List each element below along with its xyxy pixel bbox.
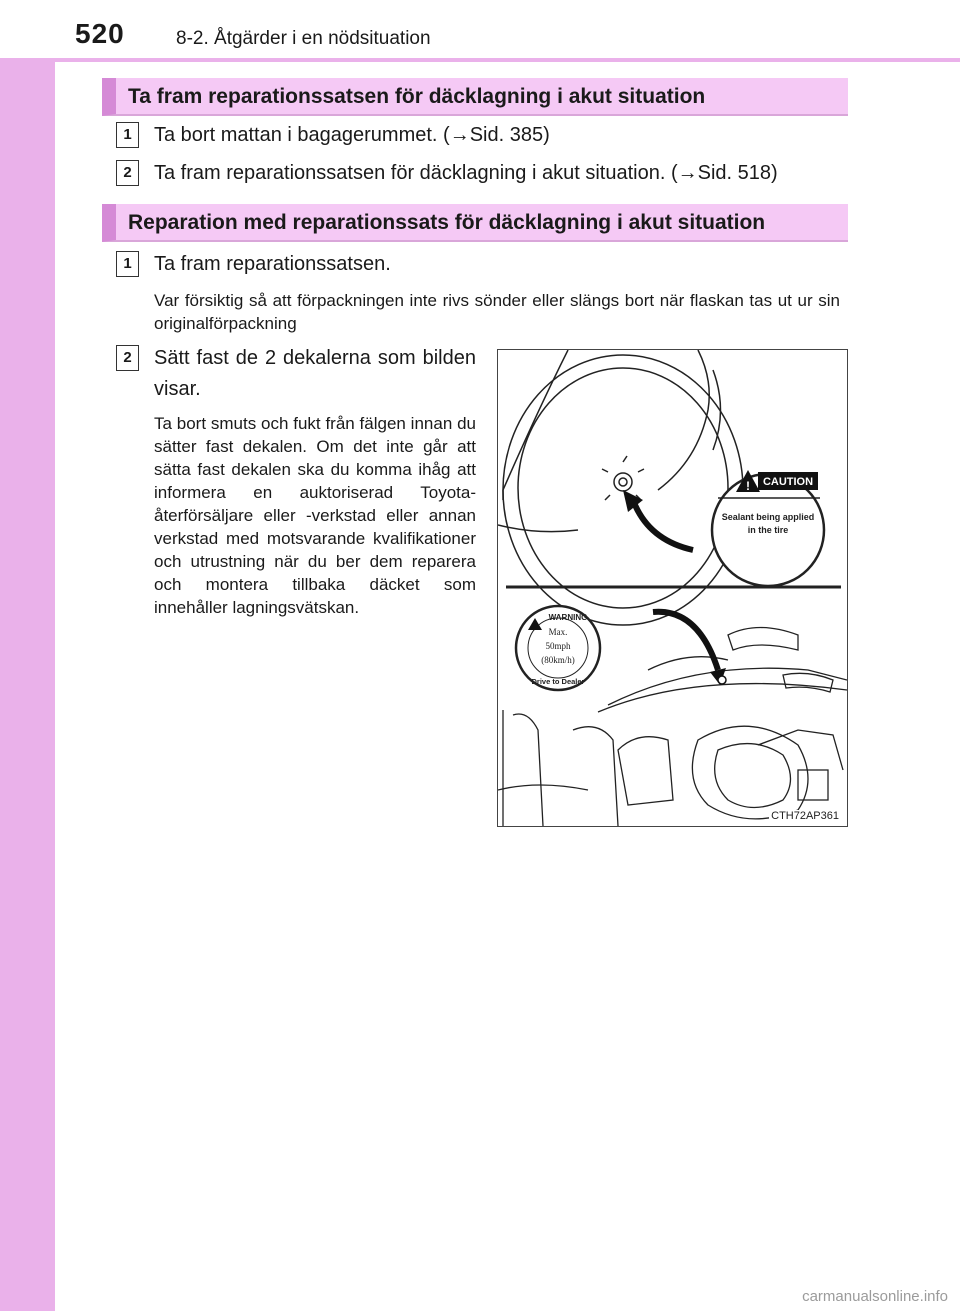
page-number: 520 [75, 18, 125, 49]
step-number: 2 [116, 345, 139, 371]
step-note: Var försiktig så att förpackningen inte rivs sönder eller slängs bort när flaskan tas ut ur sin originalförpackning [154, 291, 840, 333]
svg-text:!: ! [746, 479, 750, 493]
header-rule [0, 58, 960, 62]
side-color-strip [0, 0, 55, 1311]
caution-text-2: in the tire [747, 525, 789, 535]
section1-heading: Ta fram reparationssatsen för däcklagning i akut situation [102, 78, 848, 116]
step-text: Ta bort mattan i bagagerummet. (→Sid. 385) [154, 124, 550, 146]
warning-sticker [516, 606, 600, 690]
step-text: Ta fram reparationssatsen. [154, 253, 391, 275]
warning-speed-mph: 50mph [545, 641, 571, 651]
figure-code: CTH72AP361 [771, 810, 839, 822]
arrow-icon [633, 500, 693, 550]
section2-heading: Reparation med reparationssats för däcklagning i akut situation [102, 204, 848, 242]
warning-max: Max. [548, 627, 568, 637]
caution-label: CAUTION [762, 476, 814, 488]
step-text: Sätt fast de 2 dekalerna som bilden visar. [154, 347, 476, 400]
watermark: carmanualsonline.info [802, 1288, 948, 1305]
step-number: 1 [116, 251, 139, 277]
caution-sticker [712, 470, 824, 586]
caution-text-1: Sealant being applied [721, 512, 815, 522]
warning-speed-kmh: (80km/h) [541, 655, 575, 665]
tire-sticker-illustration [497, 349, 848, 827]
section-title: 8-2. Åtgärder i en nödsituation [176, 28, 431, 49]
warning-bottom-text: Drive to Dealer [531, 677, 585, 686]
header-band [0, 0, 960, 62]
step-number: 1 [116, 122, 139, 148]
step-note: Ta bort smuts och fukt från fälgen innan du sätter fast dekalen. Om det inte går att sätta fast dekalen ska du komma ihåg att informera en auktoriserad Toyota-återförsäljare eller -verkstad eller annan verkstad med motsvarande kvalifikationer och utrustning när du ber dem reparera och montera tillbaka däcket som innehåller lagningsvätskan. [154, 414, 476, 617]
step-number: 2 [116, 160, 139, 186]
arrow-icon [653, 612, 718, 670]
warning-label: WARNING [548, 613, 588, 622]
illustration-svg [498, 350, 847, 826]
step-text: Ta fram reparationssatsen för däcklagning i akut situation. (→Sid. 518) [154, 162, 778, 184]
wheel-drawing [498, 350, 743, 625]
